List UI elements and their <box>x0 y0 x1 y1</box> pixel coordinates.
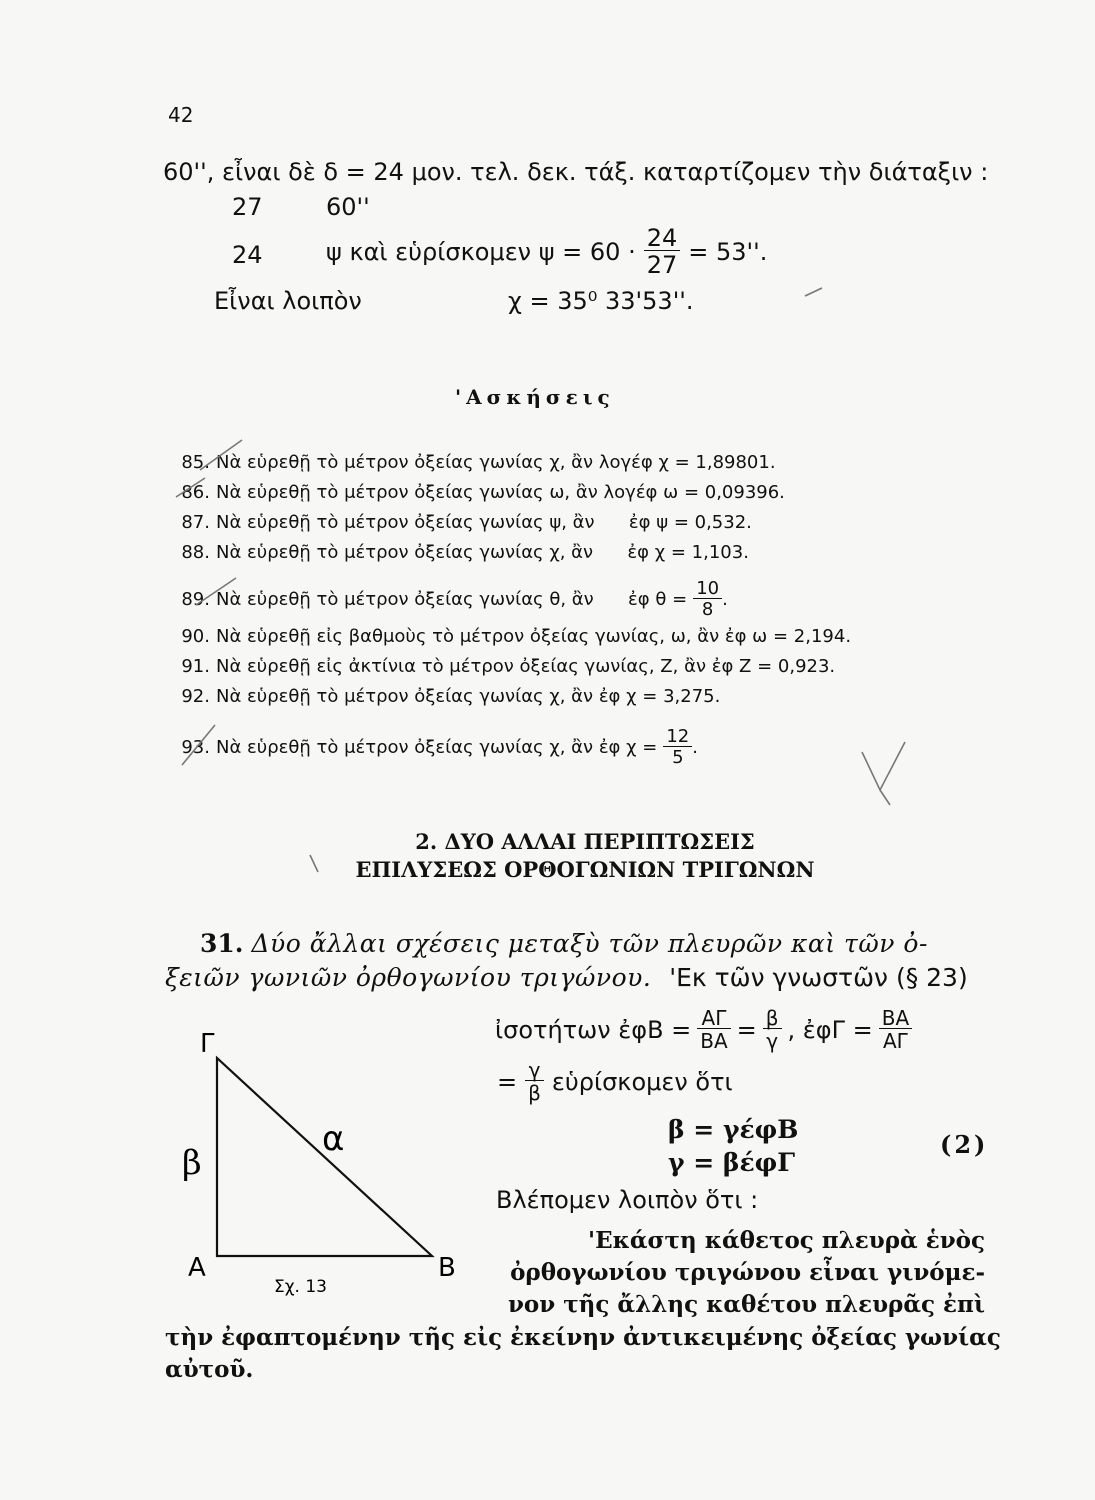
exercise-text: Νὰ εὑρεθῇ τὸ μέτρον ὀξείας γωνίας ψ, ἂν ἐφ ψ = 0,532. <box>216 512 752 533</box>
formula-beta: β = γέφΒ <box>668 1115 799 1144</box>
tangent-equation-2 <box>497 1060 733 1103</box>
exercise-number: 87. <box>181 512 210 533</box>
theorem-title-line1 <box>200 928 928 960</box>
exercise-text: Νὰ εὑρεθῇ εἰς ἀκτίνια τὸ μέτρον ὀξείας γωνίας, Ζ, ἂν ἐφ Ζ = 0,923. <box>216 656 836 677</box>
formula-label: (2) <box>940 1130 989 1159</box>
page-number: 42 <box>168 103 194 127</box>
frac-num: ΑΓ <box>701 1006 727 1030</box>
formula-gamma: γ = βέφΓ <box>668 1148 796 1177</box>
exercise-number: 92. <box>181 686 210 707</box>
statement-line: νον τῆς ἄλλης καθέτου πλευρᾶς ἐπὶ <box>507 1291 985 1318</box>
pencil-mark-93 <box>182 725 215 765</box>
exercise-text: Νὰ εὑρεθῇ τὸ μέτρον ὀξείας γωνίας χ, ἂν ἐφ χ = <box>216 736 658 758</box>
eq-equals: = <box>736 1015 757 1044</box>
exercise-text: Νὰ εὑρεθῇ τὸ μέτρον ὀξείας γωνίας χ, ἂν ἐφ χ = 1,103. <box>216 542 749 563</box>
side-alpha-label: α <box>322 1119 345 1159</box>
exercise-number: 85. <box>181 452 210 473</box>
section-title-line1: 2. ΔΥΟ ΑΛΛΑΙ ΠΕΡΙΠΤΩΣΕΙΣ <box>415 829 755 854</box>
statement-line: 'Εκάστη κάθετος πλευρὰ ἑνὸς <box>588 1227 985 1254</box>
pencil-mark-89 <box>196 578 236 605</box>
side-beta-label: β <box>182 1143 202 1183</box>
theorem-title-2: ξειῶν γωνιῶν ὀρθογωνίου τριγώνου. <box>165 963 652 992</box>
exercise-text: Νὰ εὑρεθῇ τὸ μέτρον ὀξείας γωνίας ω, ἂν λογέφ ω = 0,09396. <box>216 482 785 503</box>
frac-num: 10 <box>696 577 720 599</box>
frac-den: ΒΑ <box>697 1028 730 1051</box>
frac-den: ΑΓ <box>879 1028 912 1051</box>
vertex-gamma-label: Γ <box>200 1029 215 1059</box>
arrangement-row1-left: 27 <box>232 193 263 221</box>
row2-frac-num: 24 <box>646 224 678 252</box>
eq2-tail: εὑρίσκομεν ὅτι <box>551 1067 733 1096</box>
margin-check-icon <box>862 742 905 805</box>
pencil-mark-85 <box>200 440 242 470</box>
intro-line-1: 60'', εἶναι δὲ δ = 24 μον. τελ. δεκ. τάξ. καταρτίζομεν τὴν διάταξιν : <box>163 158 989 186</box>
theorem-statement-column <box>497 1225 985 1321</box>
eq-prefix: ἰσοτήτων ἐφΒ = <box>495 1015 692 1044</box>
eq2-prefix: = <box>497 1067 518 1096</box>
frac-den: 5 <box>663 746 692 767</box>
frac-num: ΒΑ <box>881 1006 910 1030</box>
figure-caption: Σχ. 13 <box>274 1277 328 1297</box>
section-title-line2: ΕΠΙΛΥΣΕΩΣ ΟΡΘΟΓΩΝΙΩΝ ΤΡΙΓΩΝΩΝ <box>355 857 815 882</box>
frac-den: γ <box>763 1028 782 1051</box>
exercise-tail: . <box>692 736 698 758</box>
margin-check-text <box>870 760 871 761</box>
vertex-alpha-label: Α <box>188 1253 206 1283</box>
exercise-number: 88. <box>181 542 210 563</box>
row2-frac-den: 27 <box>644 250 681 277</box>
exercise-text: Νὰ εὑρεθῇ εἰς βαθμοὺς τὸ μέτρον ὀξείας γωνίας, ω, ἂν ἐφ ω = 2,194. <box>216 626 852 647</box>
eq-mid: , ἐφΓ = <box>787 1015 873 1044</box>
statement-line: τὴν ἐφαπτομένην τῆς εἰς ἐκείνην ἀντικειμένης ὀξείας γωνίας <box>165 1324 1001 1351</box>
exercise-number: 90. <box>181 626 210 647</box>
exercise-number: 93. <box>181 736 210 758</box>
frac-den: 8 <box>693 598 722 619</box>
fraction-ba-ag <box>879 1008 912 1051</box>
exercise-number: 89. <box>181 588 210 610</box>
exercise-number: 86. <box>181 482 210 503</box>
statement-line: αὐτοῦ. <box>165 1356 254 1383</box>
theorem-title-1: Δύο ἄλλαι σχέσεις μεταξὺ τῶν πλευρῶν καὶ τῶν ὀ- <box>251 929 928 958</box>
tangent-equation-1 <box>495 1008 912 1051</box>
fraction-beta-gamma <box>763 1008 782 1051</box>
exercise-text: Νὰ εὑρεθῇ τὸ μέτρον ὀξείας γωνίας χ, ἂν ἐφ χ = 3,275. <box>216 686 721 707</box>
exercises-heading: 'Ασκήσεις <box>455 385 615 409</box>
exercise-tail: . <box>722 588 728 610</box>
frac-num: γ <box>528 1058 541 1082</box>
exercise-text: Νὰ εὑρεθῇ τὸ μέτρον ὀξείας γωνίας θ, ἂν ἐφ θ = <box>216 588 688 610</box>
exercise-number: 91. <box>181 656 210 677</box>
figure-triangle <box>170 1020 480 1300</box>
result-label: Εἶναι λοιπὸν <box>214 287 362 315</box>
theorem-statement-full <box>165 1322 1001 1386</box>
fraction-gamma-beta <box>525 1060 544 1103</box>
row2-tail: = 53''. <box>688 237 768 266</box>
theorem-title-line2 <box>165 962 968 994</box>
pencil-mark-result <box>805 288 822 296</box>
pencil-mark-86 <box>176 478 205 497</box>
result-value: χ = 35⁰ 33'53''. <box>508 287 694 315</box>
arrangement-row1-right: 60'' <box>326 193 370 221</box>
fraction-ag-ba <box>697 1008 730 1051</box>
frac-num: β <box>765 1006 779 1030</box>
theorem-title-tail: 'Εκ τῶν γνωστῶν (§ 23) <box>669 963 968 992</box>
row2-text: ψ καὶ εὑρίσκομεν ψ = 60 · <box>326 237 636 266</box>
frac-den: β <box>525 1080 544 1103</box>
vertex-beta-label: Β <box>438 1253 456 1283</box>
frac-num: 12 <box>666 725 690 747</box>
arrangement-row2-left: 24 <box>232 241 263 269</box>
exercise-text: Νὰ εὑρεθῇ τὸ μέτρον ὀξείας γωνίας χ, ἂν λογέφ χ = 1,89801. <box>216 452 776 473</box>
theorem-number: 31. <box>200 929 244 958</box>
statement-line: ὀρθογωνίου τριγώνου εἶναι γινόμε- <box>510 1259 985 1286</box>
conclusion-intro: Βλέπομεν λοιπὸν ὅτι : <box>496 1186 759 1214</box>
